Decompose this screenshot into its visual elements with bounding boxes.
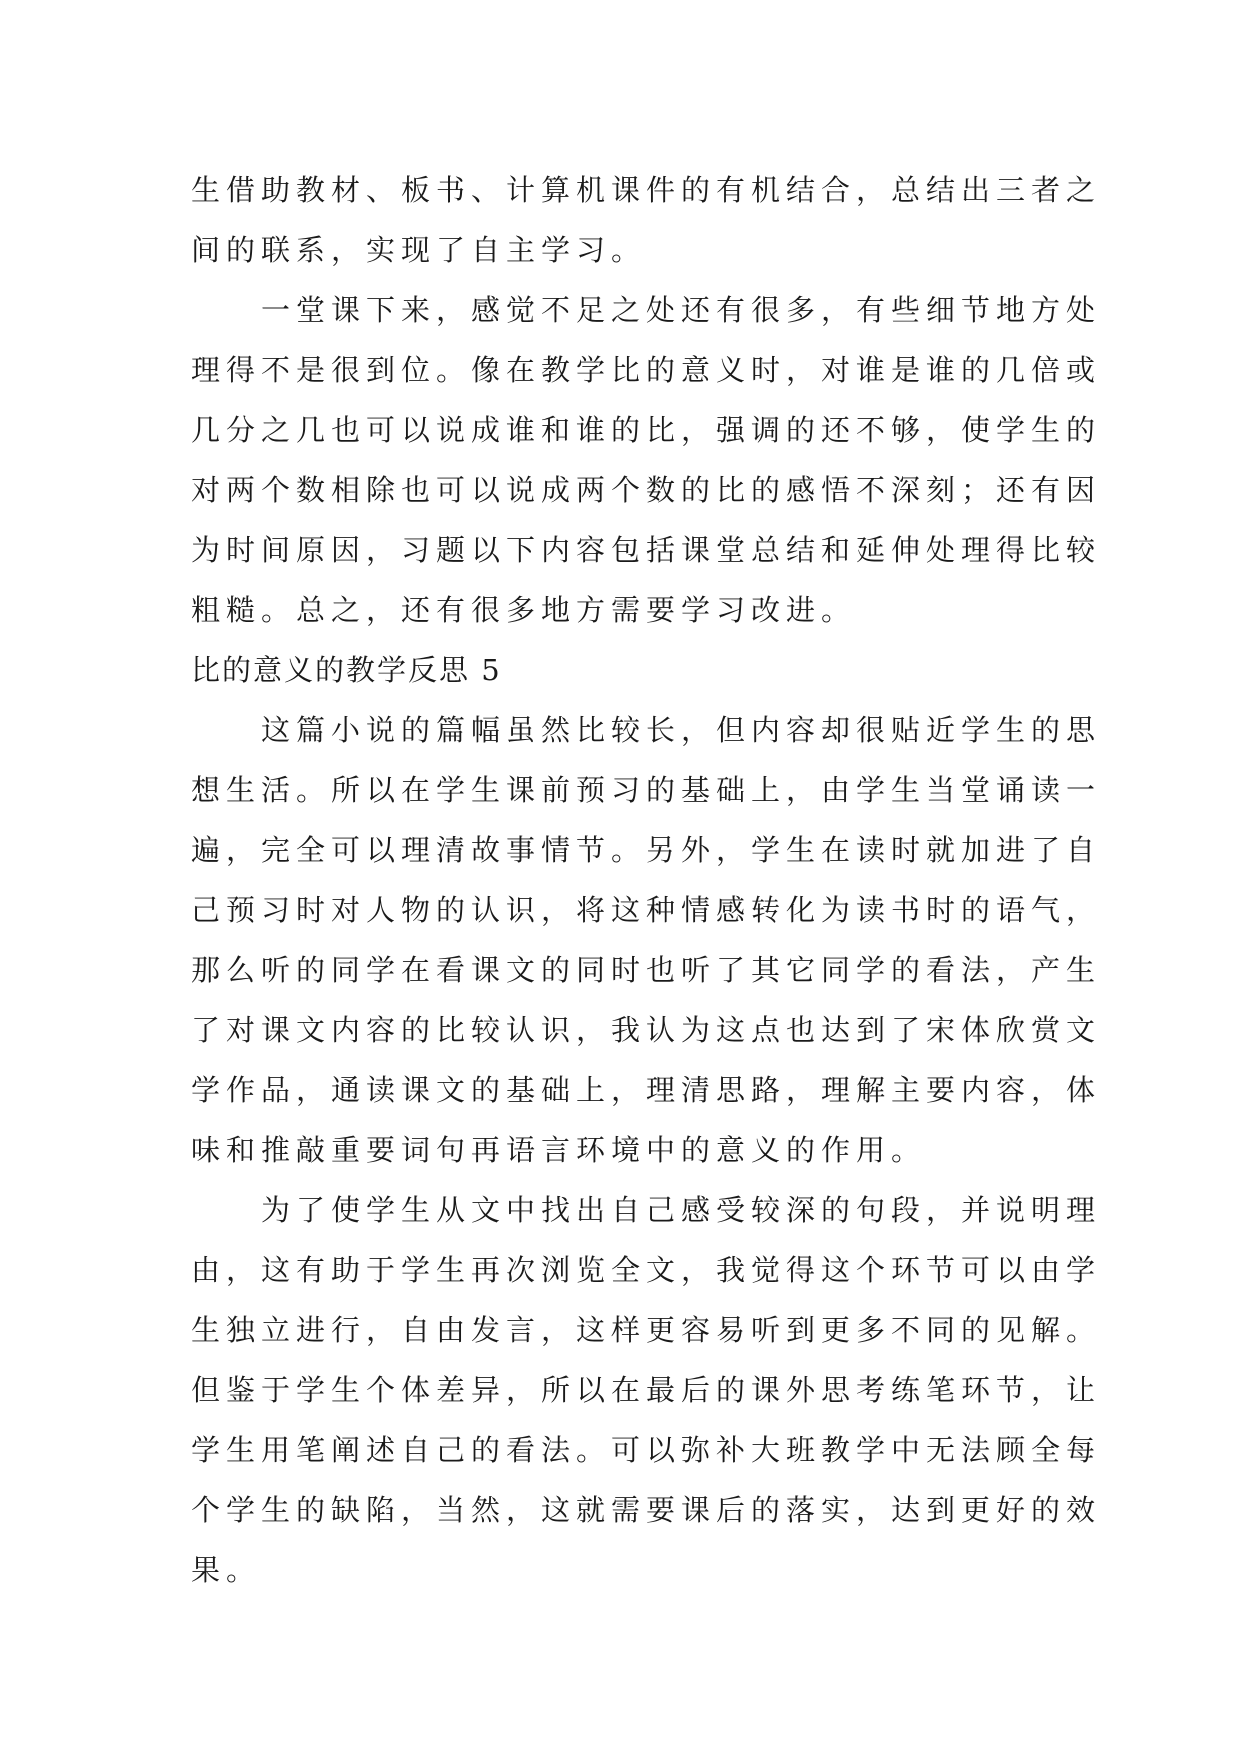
text-line: 间的联系，实现了自主学习。	[191, 233, 647, 267]
text-line: 几分之几也可以说成谁和谁的比，强调的还不够，使学生的	[191, 413, 1102, 447]
text-line: 一堂课下来，感觉不足之处还有很多，有些细节地方处	[261, 293, 1102, 327]
text-line: 对两个数相除也可以说成两个数的比的感悟不深刻；还有因	[191, 473, 1102, 507]
text-line: 想生活。所以在学生课前预习的基础上，由学生当堂诵读一	[191, 773, 1102, 807]
text-line: 生借助教材、板书、计算机课件的有机结合，总结出三者之	[191, 173, 1102, 207]
text-line: 己预习时对人物的认识，将这种情感转化为读书时的语气，	[191, 893, 1102, 927]
text-line: 那么听的同学在看课文的同时也听了其它同学的看法，产生	[191, 953, 1102, 987]
paragraph-reflection	[191, 280, 1102, 640]
text-line: 果。	[191, 1553, 262, 1587]
text-line: 味和推敲重要词句再语言环境中的意义的作用。	[191, 1133, 927, 1167]
text-line: 为了使学生从文中找出自己感受较深的句段，并说明理	[261, 1193, 1102, 1227]
text-line: 学生用笔阐述自己的看法。可以弥补大班教学中无法顾全每	[191, 1433, 1102, 1467]
text-line: 生独立进行，自由发言，这样更容易听到更多不同的见解。	[191, 1313, 1102, 1347]
text-line: 由，这有助于学生再次浏览全文，我觉得这个环节可以由学	[191, 1253, 1102, 1287]
text-line: 但鉴于学生个体差异，所以在最后的课外思考练笔环节，让	[191, 1373, 1102, 1407]
text-line: 理得不是很到位。像在教学比的意义时，对谁是谁的几倍或	[191, 353, 1102, 387]
section-heading: 比的意义的教学反思 5	[191, 653, 502, 687]
text-line: 粗糙。总之，还有很多地方需要学习改进。	[191, 593, 857, 627]
text-line: 这篇小说的篇幅虽然比较长，但内容却很贴近学生的思	[261, 713, 1102, 747]
paragraph-novel	[191, 700, 1102, 1180]
paragraph-practice	[191, 1180, 1102, 1600]
text-line: 学作品，通读课文的基础上，理清思路，理解主要内容，体	[191, 1073, 1102, 1107]
text-line: 个学生的缺陷，当然，这就需要课后的落实，达到更好的效	[191, 1493, 1102, 1527]
document-body	[191, 160, 1102, 1600]
text-line: 遍，完全可以理清故事情节。另外，学生在读时就加进了自	[191, 833, 1102, 867]
paragraph-continued	[191, 160, 1102, 280]
text-line: 了对课文内容的比较认识，我认为这点也达到了宋体欣赏文	[191, 1013, 1102, 1047]
text-line: 为时间原因，习题以下内容包括课堂总结和延伸处理得比较	[191, 533, 1102, 567]
